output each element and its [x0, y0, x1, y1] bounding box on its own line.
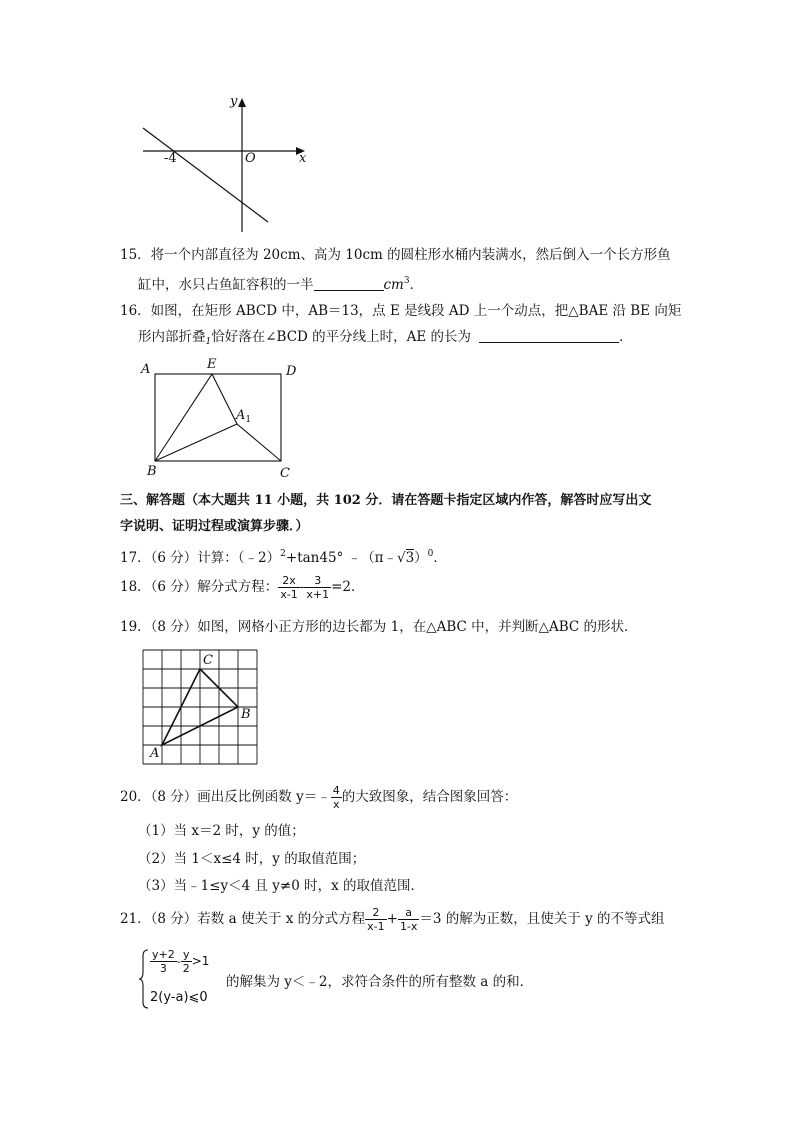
- q18-frac2-num: 3: [304, 574, 331, 588]
- q21-line1: [120, 904, 665, 934]
- q19-text: 19．（8 分）如图，网格小正方形的边长都为 1，在△ABC 中，并判断△ABC 的形状．: [120, 619, 638, 635]
- q18-frac1-den: x-1: [280, 588, 298, 601]
- q16-text-b: 恰好落在∠BCD 的平分线上时，AE 的长为: [211, 329, 472, 345]
- grid-label-a: A: [150, 746, 160, 761]
- label-a1-main: A: [236, 408, 246, 423]
- q15-end: ．: [409, 277, 424, 293]
- rectangle-figure: [150, 368, 290, 468]
- q21-pre: 21．（8 分）若数 a 使关于 x 的分式方程: [120, 911, 366, 927]
- q16-line2: [138, 328, 633, 351]
- q18-frac1-num: 2x: [278, 574, 299, 588]
- q21-frac1-den: x-1: [367, 920, 385, 933]
- q21-sys-frac1-den: 3: [159, 962, 167, 975]
- q20-frac-den: x: [332, 798, 340, 811]
- label-e: E: [207, 357, 217, 372]
- grid-label-b: B: [241, 707, 251, 722]
- q20-sub2: （2）当 1＜x≤4 时，y 的取值范围；: [138, 851, 366, 867]
- q21-frac1-num: 2: [365, 906, 386, 920]
- q18-minus: -: [299, 579, 305, 595]
- label-c: C: [280, 466, 290, 481]
- q20-frac-num: 4: [332, 784, 340, 797]
- q21-sys-frac2-den: 2: [182, 962, 190, 975]
- origin-label: O: [245, 151, 256, 166]
- brace-icon: [138, 948, 150, 1010]
- q15-line1: 15．将一个内部直径为 20cm、高为 10cm 的圆柱形水桶内装满水，然后倒入一个长方形鱼: [120, 247, 671, 263]
- q21-plus: +: [386, 911, 398, 927]
- q17-mid: +tan45° ﹣（π﹣: [285, 550, 397, 566]
- q17-sqrt-arg: 3: [405, 550, 415, 566]
- q21-sys-frac2-num: y: [181, 948, 192, 962]
- q21-system-row2: 2(y-a)⩽0: [150, 990, 208, 1005]
- y-axis-arrow: [238, 98, 246, 107]
- q17-end: ．: [433, 550, 447, 566]
- q20: [120, 782, 517, 812]
- sqrt-icon: √: [396, 550, 406, 566]
- q18-frac1: [278, 574, 299, 601]
- q21-sys-frac1: [150, 948, 177, 975]
- label-a: A: [141, 362, 151, 377]
- q15-text: 缸中，水只占鱼缸容积的一半: [138, 277, 314, 293]
- q17-post: ）: [414, 550, 428, 566]
- q21-frac2-num: a: [398, 906, 419, 920]
- q16-sub: 1: [205, 337, 212, 347]
- q21-sys-frac1-num: y+2: [152, 948, 175, 961]
- label-a1: [236, 408, 251, 425]
- q17: [120, 545, 447, 567]
- intercept-label: -4: [164, 151, 177, 166]
- q16-answer-blank[interactable]: [479, 328, 619, 343]
- section-heading-line2: 字说明、证明过程或演算步骤．）: [120, 519, 309, 534]
- grid-lines: [143, 650, 257, 764]
- q20-pre: 20．（8 分）画出反比例函数 y＝﹣: [120, 789, 331, 805]
- q15-unit-exp: 3: [403, 276, 410, 286]
- q20-sub3: （3）当﹣1≤y＜4 且 y≠0 时，x 的取值范围．: [138, 878, 425, 894]
- q20-post: 的大致图象，结合图象回答：: [341, 789, 518, 805]
- q21-frac2-den: 1-x: [399, 920, 418, 933]
- segment-a1c: [237, 424, 281, 461]
- label-b: B: [147, 464, 157, 479]
- q18: [120, 572, 365, 602]
- q15-line2: [138, 272, 423, 294]
- q16-text-a: 形内部折叠: [138, 329, 206, 345]
- q18-frac2-den: x+1: [306, 588, 330, 601]
- q21-frac1: [365, 906, 386, 933]
- q21-sys-frac2: [181, 948, 192, 975]
- q20-sub1: （1）当 x＝2 时，y 的值；: [138, 823, 305, 839]
- q16-end: ．: [619, 329, 633, 345]
- q21-system-post: 的解集为 y＜﹣2，求符合条件的所有整数 a 的和．: [226, 974, 534, 990]
- q21-system-row1: [150, 948, 209, 975]
- q20-frac: [331, 784, 342, 811]
- section-heading-line1: 三、解答题（本大题共 11 小题，共 102 分．请在答题卡指定区域内作答，解答时应写出文: [120, 493, 652, 508]
- q21-post: ＝3 的解为正数，且使关于 y 的不等式组: [419, 911, 665, 927]
- q21-sys-minus: -: [176, 955, 181, 968]
- q17-exp0: 0: [427, 549, 434, 559]
- x-axis-label: x: [299, 151, 307, 166]
- q18-frac2: [304, 574, 331, 601]
- q17-pre: 17．（6 分）计算：（﹣2）: [120, 550, 281, 566]
- function-line: [143, 128, 268, 222]
- q18-pre: 18．（6 分）解分式方程：: [120, 579, 279, 595]
- label-d: D: [286, 364, 297, 379]
- grid-label-c: C: [203, 653, 213, 668]
- segment-ea1: [212, 374, 237, 424]
- y-axis-label: y: [230, 94, 238, 109]
- q17-exp2: 2: [280, 549, 286, 559]
- linear-function-graph: [135, 92, 315, 237]
- q16-line1: 16．如图，在矩形 ABCD 中，AB＝13，点 E 是线段 AD 上一个动点，把△BAE 沿 BE 向矩: [120, 303, 682, 319]
- label-a1-sub: 1: [245, 415, 252, 425]
- q21-frac2: [398, 906, 419, 933]
- q21-sys-gt: >1: [191, 954, 210, 968]
- q15-unit: cm: [383, 277, 404, 293]
- q18-end: =2．: [331, 579, 365, 595]
- q15-answer-blank[interactable]: [314, 276, 384, 291]
